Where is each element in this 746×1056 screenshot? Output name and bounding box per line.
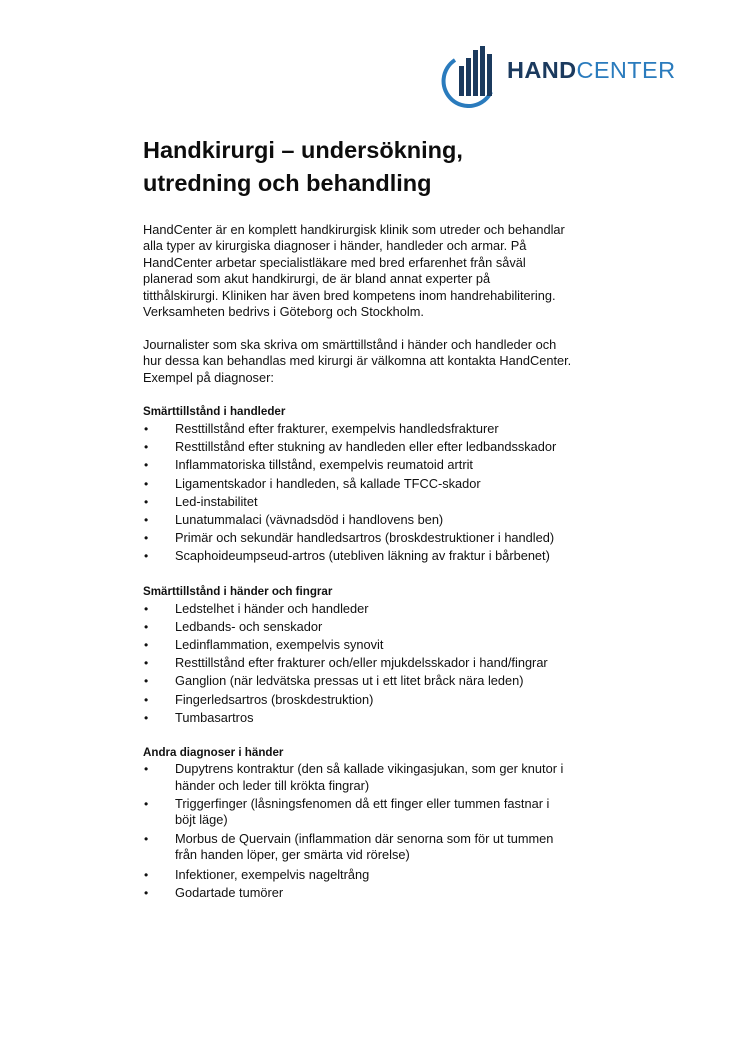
intro-line: alla typer av kirurgiska diagnoser i händer, handleder och armar. På	[143, 238, 527, 254]
diagnosis-item	[143, 672, 613, 690]
diagnosis-item	[143, 618, 613, 636]
diagnosis-text: Ledinflammation, exempelvis synovit	[175, 637, 384, 653]
handcenter-logo	[441, 46, 693, 108]
diagnosis-text: Morbus de Quervain (inflammation där senorna som för ut tummen	[175, 830, 554, 846]
diagnosis-list	[143, 420, 613, 566]
diagnosis-text: Inflammatoriska tillstånd, exempelvis reumatoid artrit	[175, 457, 473, 473]
diagnosis-item	[143, 691, 613, 709]
diagnosis-item	[143, 831, 613, 864]
diagnosis-text: Triggerfinger (låsningsfenomen då ett finger eller tummen fastnar i	[175, 795, 550, 811]
diagnosis-text: Ganglion (när ledvätska pressas ut i ett litet bråck nära leden)	[175, 673, 524, 689]
diagnosis-text: Fingerledsartros (broskdestruktion)	[175, 691, 374, 707]
document-body	[143, 134, 613, 902]
diagnosis-text: Resttillstånd efter stukning av handleden eller efter ledbandsskador	[175, 439, 557, 455]
intro-line: Journalister som ska skriva om smärttillstånd i händer och handleder och	[143, 336, 557, 352]
diagnosis-item	[143, 796, 613, 829]
brand-light: CENTER	[576, 57, 676, 83]
diagnosis-item	[143, 493, 613, 511]
intro-line: planerad som akut handkirurgi, de är bland annat experter på	[143, 271, 491, 287]
diagnosis-item	[143, 761, 613, 794]
diagnosis-text: från handen löper, ger smärta vid rörelse)	[175, 847, 410, 863]
handcenter-emblem-icon	[441, 46, 501, 108]
diagnosis-text: Scaphoideumpseud-artros (utebliven läkning av fraktur i bårbenet)	[175, 548, 550, 564]
title-line: utredning och behandling	[143, 170, 432, 196]
diagnosis-item	[143, 636, 613, 654]
diagnosis-item	[143, 475, 613, 493]
diagnosis-item	[143, 438, 613, 456]
diagnosis-item	[143, 511, 613, 529]
diagnosis-text: Resttillstånd efter frakturer, exempelvis handledsfrakturer	[175, 421, 499, 437]
diagnosis-text: Godartade tumörer	[175, 884, 284, 900]
diagnosis-item	[143, 866, 613, 884]
title-line: Handkirurgi – undersökning,	[143, 137, 463, 163]
diagnosis-item	[143, 654, 613, 672]
journalist-paragraph	[143, 337, 613, 386]
diagnosis-text: böjt läge)	[175, 812, 228, 828]
section-heading: Andra diagnoser i händer	[143, 746, 284, 760]
diagnosis-text: Resttillstånd efter frakturer och/eller mjukdelsskador i hand/fingrar	[175, 655, 548, 671]
intro-line: Exempel på diagnoser:	[143, 369, 274, 385]
diagnosis-text: Ledbands- och senskador	[175, 618, 323, 634]
handcenter-wordmark	[507, 57, 676, 84]
diagnosis-text: Primär och sekundär handledsartros (broskdestruktioner i handled)	[175, 530, 555, 546]
diagnosis-item	[143, 600, 613, 618]
intro-paragraph	[143, 222, 613, 320]
diagnosis-text: Infektioner, exempelvis nageltrång	[175, 866, 370, 882]
diagnosis-item	[143, 529, 613, 547]
diagnosis-text: Lunatummalaci (vävnadsdöd i handlovens ben)	[175, 512, 444, 528]
section-heading: Smärttillstånd i handleder	[143, 405, 286, 419]
diagnosis-text: Dupytrens kontraktur (den så kallade vikingasjukan, som ger knutor i	[175, 761, 564, 777]
diagnosis-list	[143, 600, 613, 727]
intro-line: hur dessa kan behandlas med kirurgi är välkomna att kontakta HandCenter.	[143, 353, 572, 369]
diagnosis-item	[143, 456, 613, 474]
intro-line: HandCenter är en komplett handkirurgisk klinik som utreder och behandlar	[143, 222, 565, 237]
diagnosis-text: Ledstelhet i händer och handleder	[175, 600, 369, 616]
section-heading: Smärttillstånd i händer och fingrar	[143, 584, 333, 598]
page-title	[143, 134, 613, 200]
diagnosis-text: Tumbasartros	[175, 709, 254, 725]
intro-line: titthålskirurgi. Kliniken har även bred kompetens inom handrehabilitering.	[143, 287, 556, 303]
diagnosis-text: Led-instabilitet	[175, 493, 258, 509]
diagnosis-text: händer och leder till krökta fingrar)	[175, 777, 370, 793]
diagnosis-item	[143, 420, 613, 438]
diagnosis-sections	[143, 404, 613, 902]
diagnosis-item	[143, 547, 613, 565]
diagnosis-list	[143, 761, 613, 902]
diagnosis-text: Ligamentskador i handleden, så kallade TFCC-skador	[175, 475, 481, 491]
intro-line: Verksamheten bedrivs i Göteborg och Stockholm.	[143, 304, 424, 320]
diagnosis-item	[143, 709, 613, 727]
brand-bold: HAND	[507, 57, 577, 83]
intro-line: HandCenter arbetar specialistläkare med bred erfarenhet från såväl	[143, 254, 526, 270]
diagnosis-item	[143, 884, 613, 902]
